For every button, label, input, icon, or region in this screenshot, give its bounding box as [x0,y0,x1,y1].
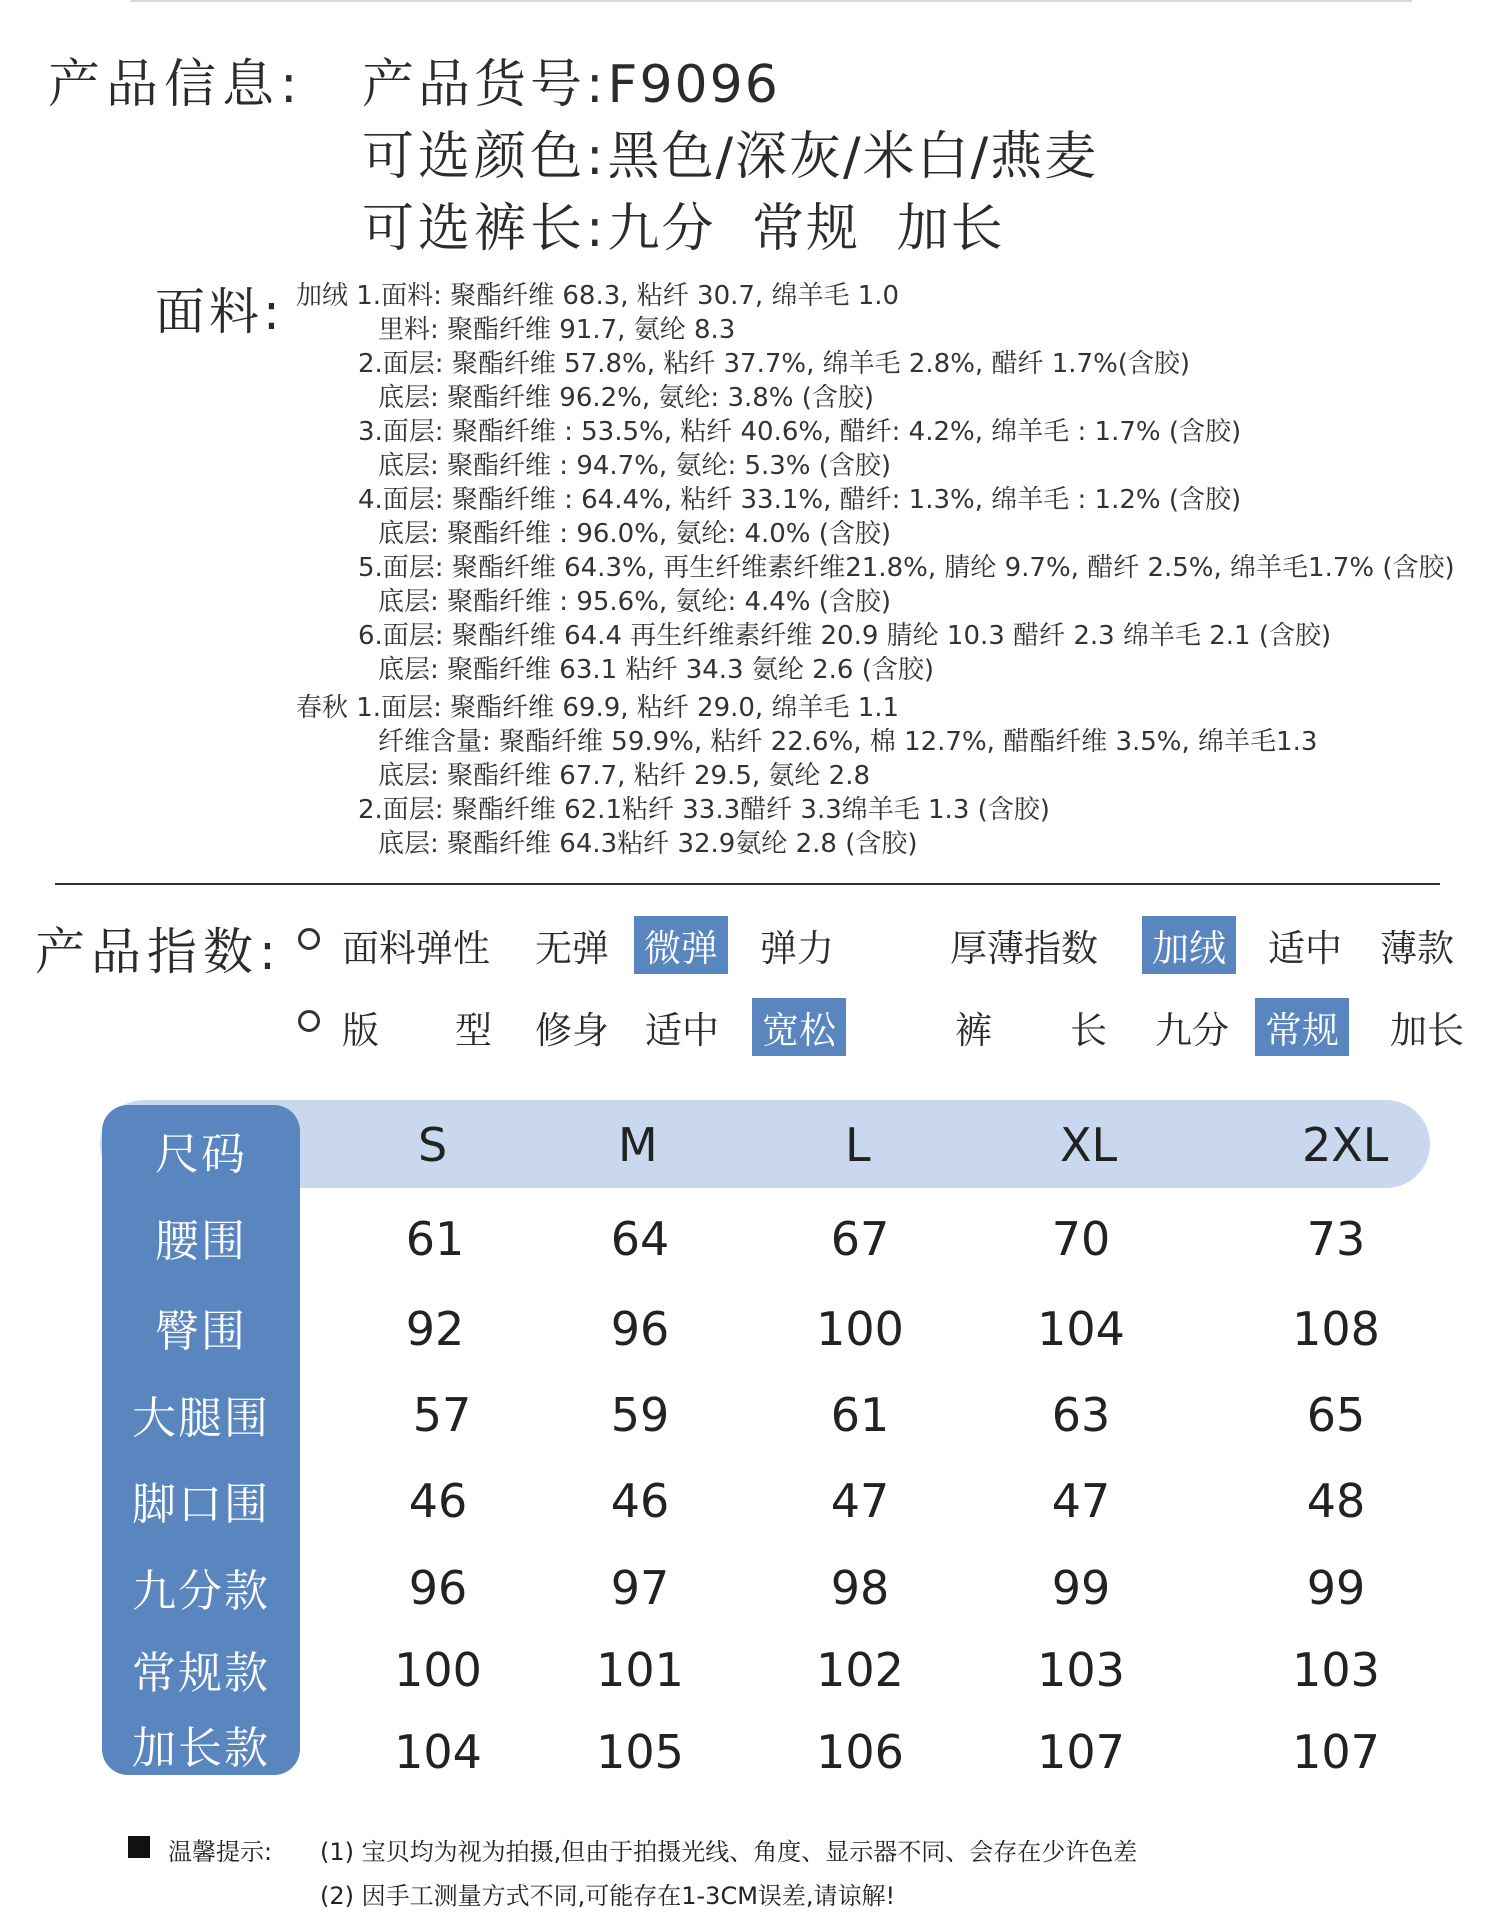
fit-label-a: 版 [342,1009,379,1052]
fabric-line: 纤维含量: 聚酯纤维 59.9%, 粘纤 22.6%, 棉 12.7%, 醋酯纤维 3.5%, 绵羊毛1.3 [378,727,1318,757]
table-cell: 103 [1037,1643,1125,1697]
thickness-label: 厚薄指数 [950,927,1098,970]
table-cell: 46 [408,1474,468,1528]
fabric-line: 6.面层: 聚酯纤维 64.4 再生纤维素纤维 20.9 腈纶 10.3 醋纤 2.3 绵羊毛 2.1 (含胶) [358,621,1332,651]
size-header: S [418,1118,448,1172]
circle-bullet-icon [298,928,320,950]
table-cell: 107 [1292,1725,1380,1779]
item-number-value: F9096 [607,55,780,115]
table-cell: 70 [1051,1212,1111,1266]
product-info-label: 产品信息: [48,55,304,115]
section-divider [55,883,1440,885]
colors-label: 可选颜色: [362,127,608,187]
table-cell: 59 [610,1388,670,1442]
row-label: 加长款 [132,1723,270,1774]
fabric-line: 4.面层: 聚酯纤维 : 64.4%, 粘纤 33.1%, 醋纤: 1.3%, 绵羊毛 : 1.2% (含胶) [358,485,1242,515]
square-bullet-icon [128,1836,150,1858]
fabric-line: 底层: 聚酯纤维 : 96.0%, 氨纶: 4.0% (含胶) [378,519,892,549]
fabric-line: 2.面层: 聚酯纤维 57.8%, 粘纤 37.7%, 绵羊毛 2.8%, 醋纤 1.7%(含胶) [358,349,1191,379]
fabric-line: 5.面层: 聚酯纤维 64.3%, 再生纤维素纤维21.8%, 腈纶 9.7%, 醋纤 2.5%, 绵羊毛1.7% (含胶) [358,553,1455,583]
fabric-title: 面料: [155,283,284,341]
table-cell: 67 [830,1212,890,1266]
option-loose-selected: 宽松 [752,998,846,1056]
option-slight-stretch-selected: 微弹 [634,916,728,974]
option-slim: 修身 [535,1009,609,1052]
option-thin: 薄款 [1380,927,1454,970]
option-stretch: 弹力 [760,927,834,970]
size-header-label: 尺码 [155,1129,247,1180]
fabric-line: 底层: 聚酯纤维 : 94.7%, 氨纶: 5.3% (含胶) [378,451,892,481]
circle-bullet-icon [298,1010,320,1032]
table-cell: 105 [596,1725,684,1779]
table-cell: 108 [1292,1302,1380,1356]
colors-value: 黑色/深灰/米白/燕麦 [607,127,1099,187]
option-fleece-selected: 加绒 [1142,916,1236,974]
fabric-line: 底层: 聚酯纤维 : 95.6%, 氨纶: 4.4% (含胶) [378,587,892,617]
option-medium-thickness: 适中 [1268,927,1342,970]
row-label: 大腿围 [132,1393,270,1444]
table-cell: 103 [1292,1643,1380,1697]
row-label: 常规款 [132,1648,270,1699]
size-header: L [845,1118,871,1172]
table-cell: 106 [816,1725,904,1779]
size-header: XL [1060,1118,1118,1172]
table-cell: 47 [830,1474,890,1528]
length-label-b: 长 [1070,1009,1107,1052]
table-cell: 101 [596,1643,684,1697]
fabric-line: 底层: 聚酯纤维 67.7, 粘纤 29.5, 氨纶 2.8 [378,761,871,791]
size-header: 2XL [1302,1118,1389,1172]
option-cropped: 九分 [1155,1009,1229,1052]
row-label: 九分款 [132,1566,270,1617]
lengths-label: 可选裤长: [362,199,608,259]
length-label-a: 裤 [955,1009,992,1052]
table-cell: 102 [816,1643,904,1697]
table-cell: 97 [610,1561,670,1615]
table-cell: 65 [1306,1388,1366,1442]
table-cell: 61 [405,1212,465,1266]
table-cell: 99 [1051,1561,1111,1615]
table-cell: 96 [408,1561,468,1615]
table-cell: 100 [816,1302,904,1356]
table-cell: 98 [830,1561,890,1615]
fabric-line: 加绒 1.面料: 聚酯纤维 68.3, 粘纤 30.7, 绵羊毛 1.0 [296,281,900,311]
lengths-value: 九分 常规 加长 [607,199,1005,259]
table-cell: 104 [1037,1302,1125,1356]
fabric-line: 底层: 聚酯纤维 96.2%, 氨纶: 3.8% (含胶) [378,383,875,413]
notes-label: 温馨提示: [168,1838,273,1866]
note-item: (1) 宝贝均为视为拍摄,但由于拍摄光线、角度、显示器不同、会存在少许色差 [320,1838,1138,1866]
row-label: 脚口围 [132,1479,270,1530]
fit-label-b: 型 [455,1009,492,1052]
lengths-line [362,186,1005,261]
table-cell: 64 [610,1212,670,1266]
size-header: M [618,1118,658,1172]
table-cell: 92 [405,1302,465,1356]
fabric-line: 底层: 聚酯纤维 64.3粘纤 32.9氨纶 2.8 (含胶) [378,829,918,859]
product-index-title: 产品指数: [35,923,282,981]
table-cell: 107 [1037,1725,1125,1779]
item-number-line [362,42,780,117]
fabric-line: 春秋 1.面层: 聚酯纤维 69.9, 粘纤 29.0, 绵羊毛 1.1 [296,693,900,723]
table-cell: 99 [1306,1561,1366,1615]
table-cell: 48 [1306,1474,1366,1528]
fabric-line: 里料: 聚酯纤维 91.7, 氨纶 8.3 [378,315,736,345]
table-cell: 63 [1051,1388,1111,1442]
option-regular-length-selected: 常规 [1255,998,1349,1056]
table-cell: 104 [394,1725,482,1779]
table-cell: 100 [394,1643,482,1697]
fabric-line: 2.面层: 聚酯纤维 62.1粘纤 33.3醋纤 3.3绵羊毛 1.3 (含胶) [358,795,1050,825]
option-regular-fit: 适中 [645,1009,719,1052]
elasticity-label: 面料弹性 [342,927,490,970]
colors-line [362,114,1098,189]
top-divider [130,0,1412,2]
table-cell: 73 [1306,1212,1366,1266]
table-cell: 46 [610,1474,670,1528]
note-item: (2) 因手工测量方式不同,可能存在1-3CM误差,请谅解! [320,1882,896,1910]
row-label: 腰围 [155,1216,247,1267]
item-number-label: 产品货号: [362,55,608,115]
row-label: 臀围 [155,1306,247,1357]
table-cell: 96 [610,1302,670,1356]
table-cell: 47 [1051,1474,1111,1528]
option-no-stretch: 无弹 [535,927,609,970]
fabric-line: 3.面层: 聚酯纤维 : 53.5%, 粘纤 40.6%, 醋纤: 4.2%, 绵羊毛 : 1.7% (含胶) [358,417,1242,447]
table-cell: 57 [412,1388,472,1442]
table-cell: 61 [830,1388,890,1442]
fabric-line: 底层: 聚酯纤维 63.1 粘纤 34.3 氨纶 2.6 (含胶) [378,655,935,685]
option-long: 加长 [1390,1009,1464,1052]
